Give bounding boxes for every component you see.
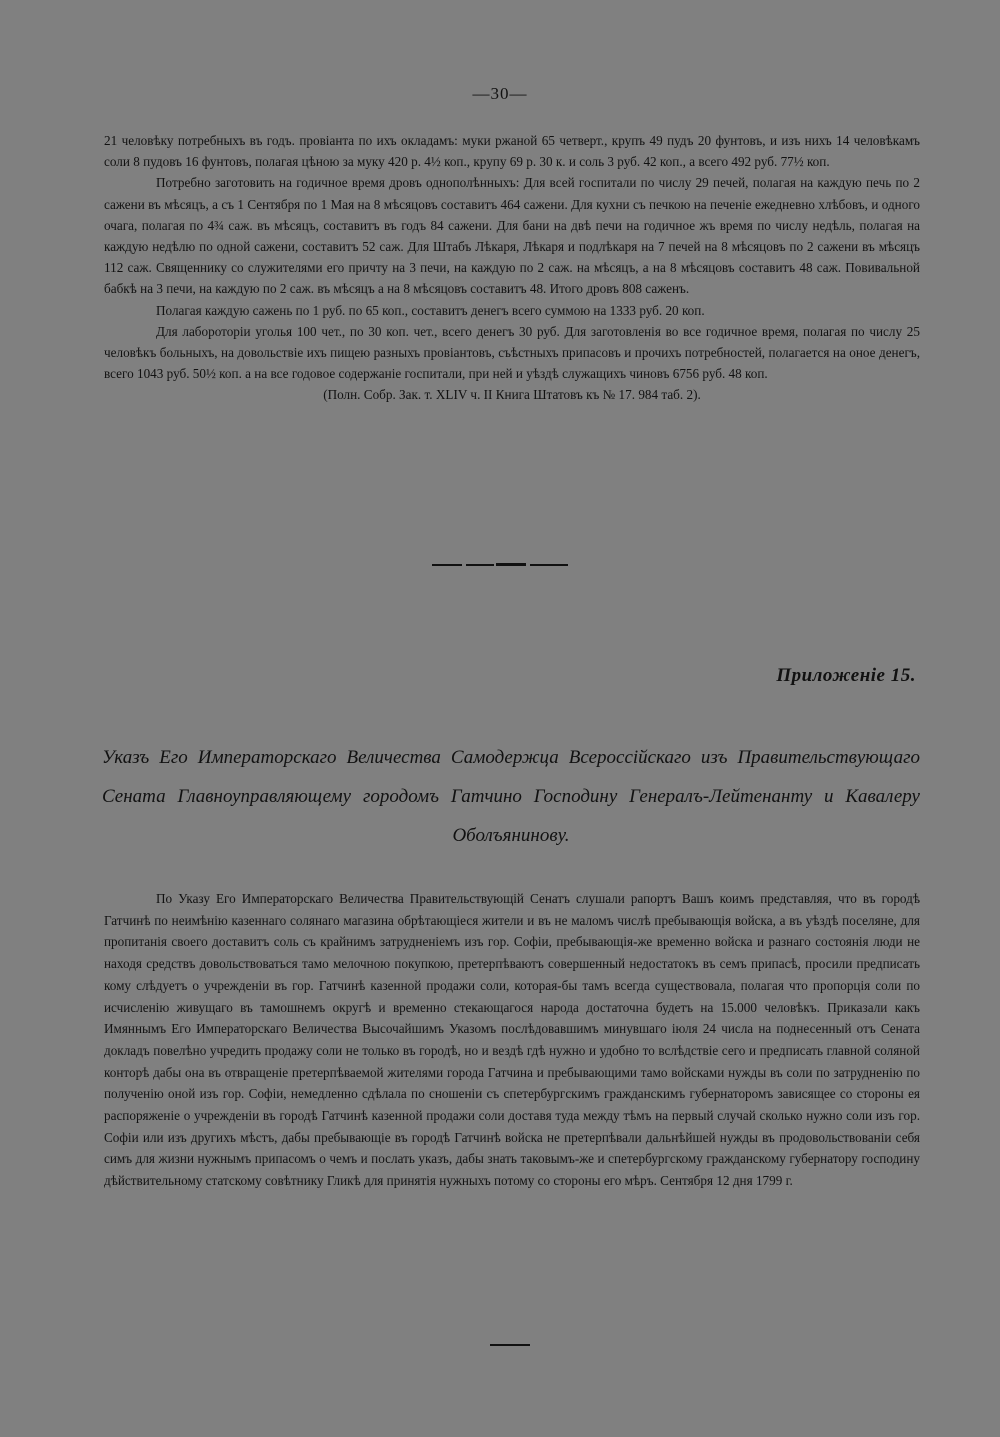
section-divider — [432, 564, 568, 566]
provisions-text-block — [104, 130, 920, 406]
paragraph-firewood-cost: Полагая каждую сажень по 1 руб. по 65 коп., составитъ денегъ всего суммою на 1333 руб. 20 коп. — [156, 302, 705, 318]
decree-body-paragraph: По Указу Его Императорскаго Величества Правительствующій Сенатъ слушали рапортъ Вашъ коимъ представляя, что въ городѣ Гатчинѣ по неимѣнію казеннаго солянаго магазина обрѣтающіеся жители и въ не маломъ числѣ пребывающія войска, а въ уѣздѣ поселяне, для пропитанія своего доставитъ соль съ крайнимъ затрудненіемъ изъ гор. Софіи, пребывающія-же временно войска и разнаго состоянія люди не находя средствъ довольствоваться тамо мелочною покупкою, претерпѣваютъ совершенный недостатокъ въ семъ припасѣ, просили предписать кому слѣдуетъ о учрежденіи въ гор. Гатчинѣ казенной продажи соли, которая-бы тамъ всегда существовала, полагая что пропорція соли по исчисленію живущаго въ тамошнемъ округѣ и временно стекающагося народа достаточна будетъ на 15.000 человѣкъ. Приказали какъ Имяннымъ Его Императорскаго Величества Высочайшимъ Указомъ послѣдовавшимъ минувшаго іюля 24 числа на поднесенный отъ Сената докладъ повелѣно учредить продажу соли не только въ городѣ, но и вездѣ гдѣ нужно и удобно то вслѣдствіе сего и предписать главной соляной конторѣ дабы она въ отвращеніе претерпѣваемой жителями города Гатчина и пребывающими тамо войсками нужды въ соли по затрудненію по полученію оной изъ гор. Софіи, немедленно сдѣлала по сношеніи съ спетербургскимъ гражданскимъ губернаторомъ зависящее со стороны ея распоряженіе о учрежденіи въ городѣ Гатчинѣ казенной продажи соли доставя туда между тѣмъ на первый случай сколько нужно соли изъ гор. Софіи или изъ другихъ мѣстъ, дабы пребывающіе въ городѣ Гатчинѣ войска не претерпѣвали дальнѣйшей нужды въ продовольствованіи себя симъ для жизни нужнымъ припасомъ о чемъ и послать указъ, дабы знать таковымъ-же и спетербургскому гражданскому губернатору господину дѣйствительному статскому совѣтнику Гликѣ для принятія нужныхъ потому со стороны его мѣръ. Сентября 12 дня 1799 г. — [104, 891, 920, 1189]
paragraph-firewood: Потребно заготовить на годичное время дровъ однополѣнныхъ: Для всей госпитали по числу 29 печей, полагая на каждую печь по 2 сажени въ мѣсяцъ, а съ 1 Сентября по 1 Мая на 8 мѣсяцовъ составитъ 464 сажени. Для кухни съ печкою на печеніе ежедневно хлѣбовъ, и одного очага, полагая по 4¾ саж. въ мѣсяцъ, составитъ въ годъ 84 сажени. Для бани на двѣ печи на годичное жъ время по числу недѣль, полагая на каждую недѣлю по одной сажени, составитъ 52 саж. Для Штабъ Лѣкаря, Лѣкаря и подлѣкаря на 7 печей на 8 мѣсяцовъ по 2 сажени въ мѣсяцъ 112 саж. Священнику со служителями его причту на 3 печи, на каждую по 2 саж. на мѣсяцъ, а на 8 мѣсяцовъ составитъ 48 саж. Повивальной бабкѣ на 3 печи, на каждую по 2 саж. въ мѣсяцъ а на 8 мѣсяцовъ составитъ 48. Итого дровъ 808 саженъ. — [104, 175, 920, 297]
page-number: —30— — [472, 84, 528, 103]
decree-body — [104, 888, 920, 1192]
decree-title: Указъ Его Императорскаго Величества Самодержца Всероссійскаго изъ Правительствующаго Сената Главноуправляющему городомъ Гатчино Господину Генералъ-Лейтенанту и Кавалеру Оболъянинову. — [102, 747, 920, 846]
citation: (Полн. Собр. Зак. т. XLIV ч. II Книга Штатовъ къ № 17. 984 таб. 2). — [323, 387, 701, 403]
paragraph-provisions: 21 человѣку потребныхъ въ годъ. провіанта по ихъ окладамъ: муки ржаной 65 четверт., крупъ 49 пудъ 20 фунтовъ, и изъ нихъ 14 человѣкамъ соли 8 пудовъ 16 фунтовъ, полагая цѣною за муку 420 р. 4½ коп., крупу 69 р. 30 к. и соль 3 руб. 42 коп., а всего 492 руб. 77½ коп. — [104, 133, 920, 170]
appendix-heading: Приложеніе 15. — [776, 665, 916, 686]
paragraph-laboratory-coal: Для лабороторіи уголья 100 чет., по 30 коп. чет., всего денегъ 30 руб. Для заготовленія во все годичное время, полагая по числу 25 человѣкъ больныхъ, на довольствіе ихъ пищею разныхъ провіантовъ, съѣстныхъ припасовъ и прочихъ потребностей, полагается на оное денегъ, всего 1043 руб. 50½ коп. а на все годовое содержаніе госпитали, при ней и уѣздѣ служащихъ чиновъ 6756 руб. 48 коп. — [104, 323, 920, 382]
end-divider — [490, 1344, 530, 1347]
